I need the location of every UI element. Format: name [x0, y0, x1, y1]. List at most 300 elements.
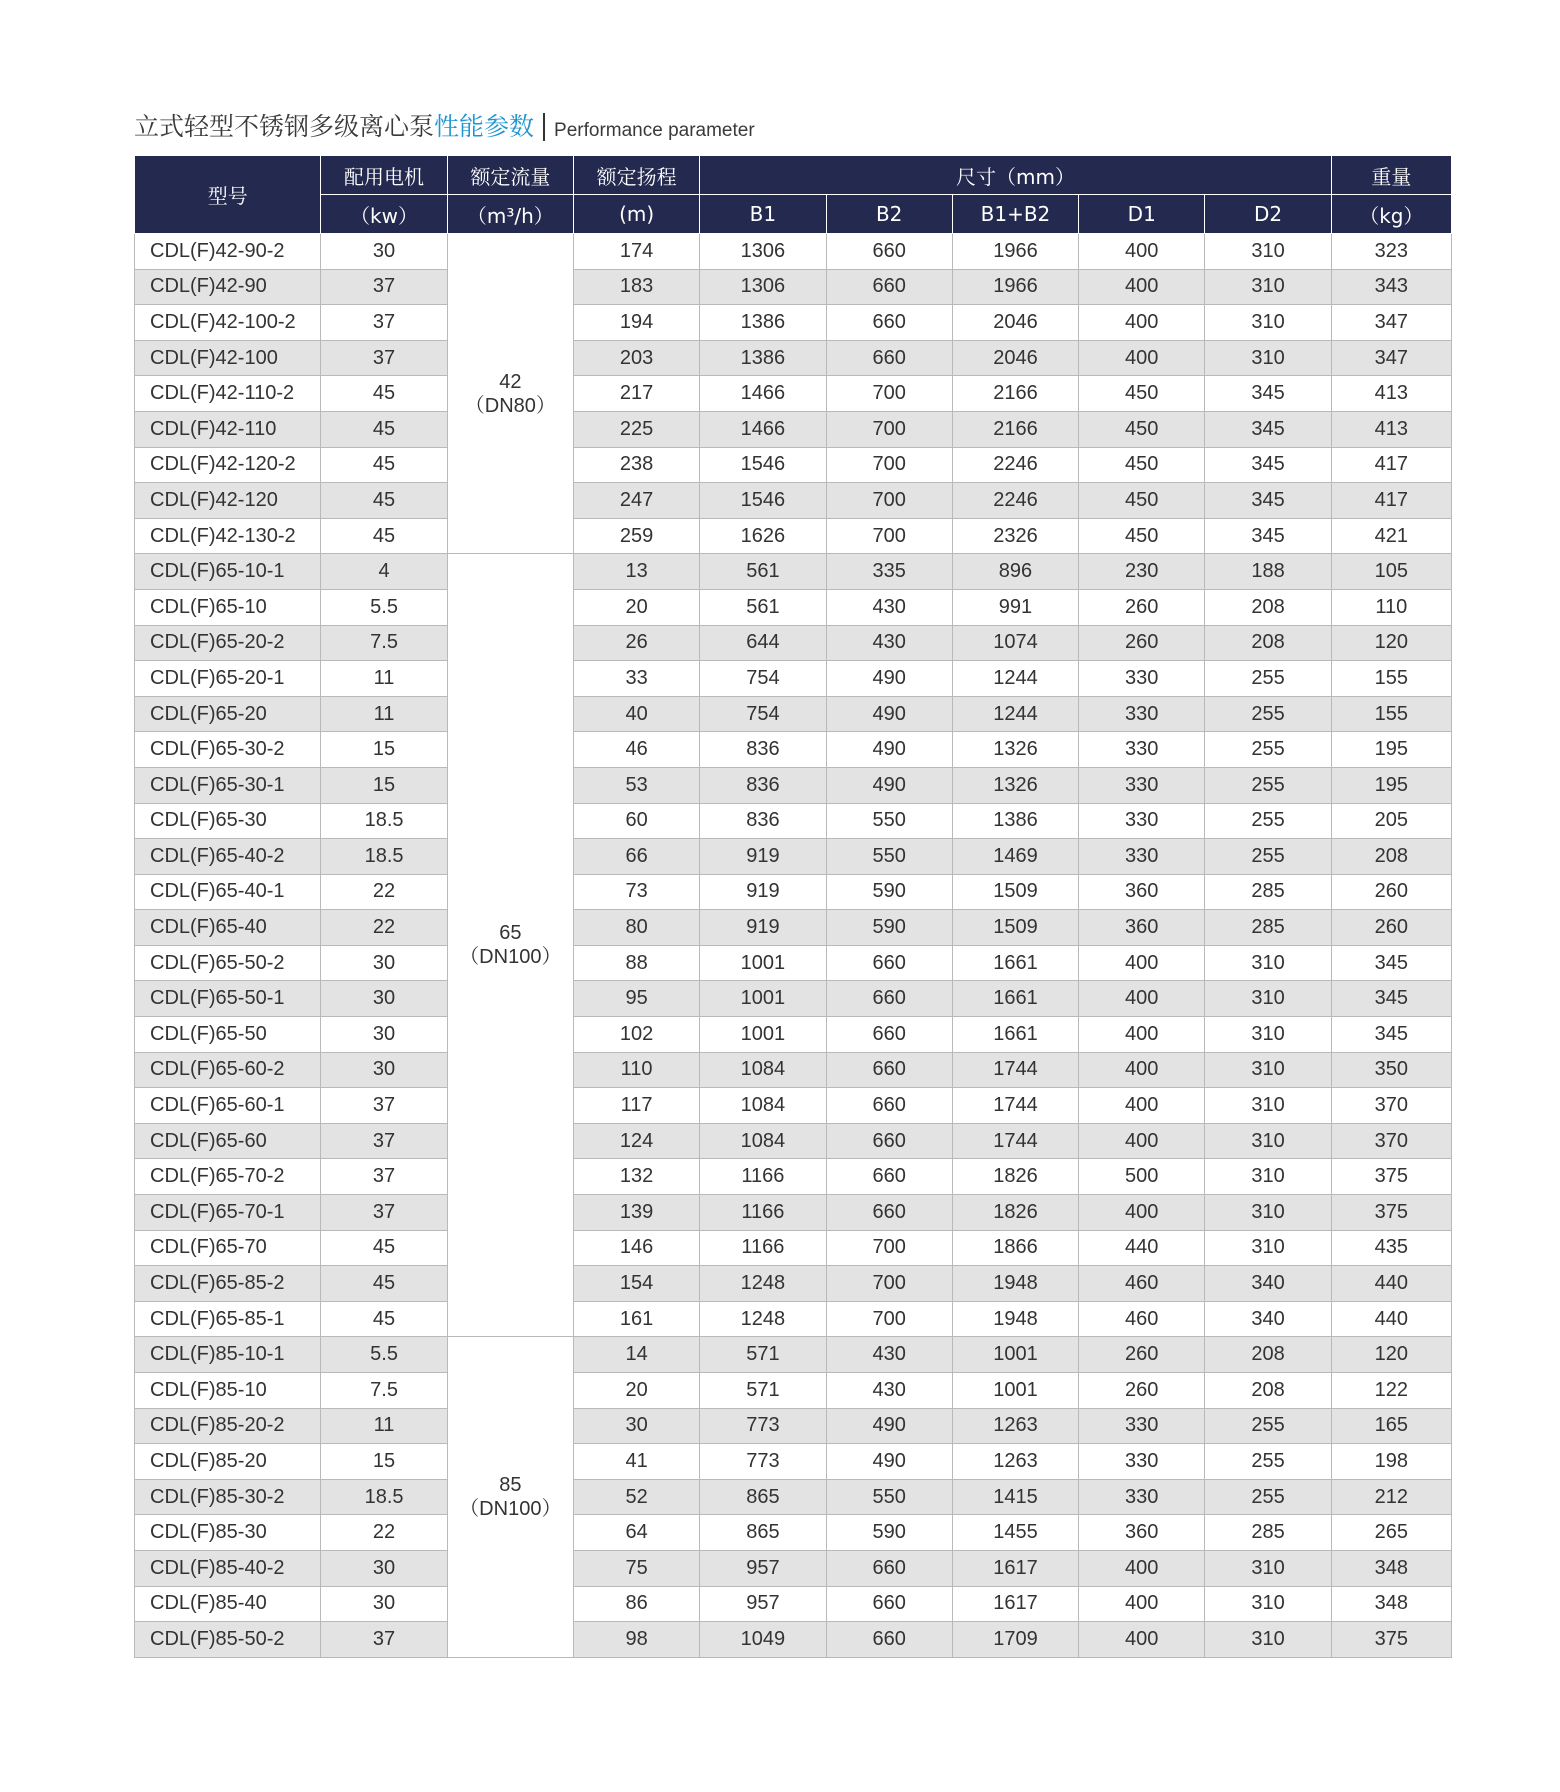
cell-b1: 571	[700, 1373, 826, 1409]
cell-head: 80	[573, 910, 699, 946]
cell-weight: 265	[1331, 1515, 1451, 1551]
cell-b2: 490	[826, 661, 952, 697]
cell-b1: 1386	[700, 305, 826, 341]
cell-model: CDL(F)42-90	[135, 269, 321, 305]
cell-b1b2: 1866	[952, 1230, 1078, 1266]
cell-head: 20	[573, 1373, 699, 1409]
cell-b1b2: 1826	[952, 1159, 1078, 1195]
cell-model: CDL(F)65-30-2	[135, 732, 321, 768]
cell-b1: 957	[700, 1550, 826, 1586]
flow-dn: （DN80）	[464, 394, 556, 417]
cell-d1: 330	[1079, 1444, 1205, 1480]
cell-head: 40	[573, 696, 699, 732]
cell-b1: 957	[700, 1586, 826, 1622]
cell-b2: 700	[826, 1301, 952, 1337]
cell-b1b2: 1617	[952, 1550, 1078, 1586]
header-model: 型号	[135, 156, 321, 234]
table-header	[135, 156, 1452, 234]
cell-b2: 700	[826, 518, 952, 554]
cell-model: CDL(F)65-40-2	[135, 839, 321, 875]
cell-head: 41	[573, 1444, 699, 1480]
cell-d2: 310	[1205, 1622, 1331, 1658]
cell-model: CDL(F)65-60-1	[135, 1088, 321, 1124]
cell-b1: 1306	[700, 269, 826, 305]
cell-motor: 30	[321, 981, 447, 1017]
cell-motor: 18.5	[321, 803, 447, 839]
cell-d2: 255	[1205, 661, 1331, 697]
table-row	[135, 1088, 1452, 1124]
table-row	[135, 1017, 1452, 1053]
cell-d1: 460	[1079, 1266, 1205, 1302]
cell-b1: 1546	[700, 483, 826, 519]
cell-b1: 1306	[700, 234, 826, 270]
cell-motor: 7.5	[321, 625, 447, 661]
cell-motor: 22	[321, 874, 447, 910]
cell-motor: 7.5	[321, 1373, 447, 1409]
cell-b2: 550	[826, 803, 952, 839]
table-row	[135, 732, 1452, 768]
cell-head: 161	[573, 1301, 699, 1337]
cell-head: 13	[573, 554, 699, 590]
cell-head: 203	[573, 340, 699, 376]
cell-motor: 45	[321, 1230, 447, 1266]
cell-d1: 400	[1079, 305, 1205, 341]
cell-model: CDL(F)65-40-1	[135, 874, 321, 910]
cell-d1: 460	[1079, 1301, 1205, 1337]
cell-b1: 773	[700, 1408, 826, 1444]
cell-model: CDL(F)65-60-2	[135, 1052, 321, 1088]
cell-weight: 413	[1331, 411, 1451, 447]
cell-model: CDL(F)65-30-1	[135, 767, 321, 803]
table-row	[135, 696, 1452, 732]
cell-b1: 1466	[700, 376, 826, 412]
header-flow: 额定流量	[447, 156, 573, 195]
cell-d1: 400	[1079, 340, 1205, 376]
cell-head: 14	[573, 1337, 699, 1373]
cell-b1b2: 1509	[952, 874, 1078, 910]
cell-d1: 400	[1079, 269, 1205, 305]
cell-weight: 417	[1331, 483, 1451, 519]
table-row	[135, 589, 1452, 625]
cell-b1: 1166	[700, 1230, 826, 1266]
cell-b2: 490	[826, 767, 952, 803]
cell-model: CDL(F)42-130-2	[135, 518, 321, 554]
cell-model: CDL(F)42-110	[135, 411, 321, 447]
cell-head: 75	[573, 1550, 699, 1586]
cell-d1: 400	[1079, 1017, 1205, 1053]
cell-b1b2: 1966	[952, 234, 1078, 270]
cell-b1b2: 1744	[952, 1123, 1078, 1159]
cell-motor: 37	[321, 305, 447, 341]
table-row	[135, 1373, 1452, 1409]
cell-model: CDL(F)85-40-2	[135, 1550, 321, 1586]
cell-b2: 660	[826, 1195, 952, 1231]
cell-motor: 45	[321, 1266, 447, 1302]
cell-weight: 120	[1331, 1337, 1451, 1373]
table-row	[135, 1123, 1452, 1159]
table-row	[135, 554, 1452, 590]
cell-d1: 500	[1079, 1159, 1205, 1195]
cell-motor: 5.5	[321, 1337, 447, 1373]
cell-model: CDL(F)85-50-2	[135, 1622, 321, 1658]
cell-b2: 660	[826, 1159, 952, 1195]
cell-d2: 208	[1205, 1373, 1331, 1409]
cell-head: 30	[573, 1408, 699, 1444]
cell-motor: 45	[321, 376, 447, 412]
cell-b1: 754	[700, 696, 826, 732]
cell-d1: 400	[1079, 234, 1205, 270]
cell-d1: 360	[1079, 874, 1205, 910]
cell-d1: 260	[1079, 625, 1205, 661]
cell-d2: 310	[1205, 1123, 1331, 1159]
cell-d2: 255	[1205, 803, 1331, 839]
cell-b1: 836	[700, 732, 826, 768]
header-weight-unit: （kg）	[1331, 195, 1451, 234]
flow-value: 85	[499, 1474, 522, 1497]
table-row	[135, 1408, 1452, 1444]
cell-model: CDL(F)85-30-2	[135, 1479, 321, 1515]
cell-d2: 208	[1205, 589, 1331, 625]
table-row	[135, 518, 1452, 554]
header-d1: D1	[1079, 195, 1205, 234]
cell-b1: 1248	[700, 1266, 826, 1302]
cell-b1: 865	[700, 1515, 826, 1551]
cell-b1b2: 1244	[952, 661, 1078, 697]
table-row	[135, 1052, 1452, 1088]
cell-d2: 310	[1205, 1550, 1331, 1586]
cell-b1: 561	[700, 554, 826, 590]
cell-motor: 11	[321, 696, 447, 732]
cell-d1: 330	[1079, 696, 1205, 732]
cell-b1: 1466	[700, 411, 826, 447]
cell-b1: 561	[700, 589, 826, 625]
cell-model: CDL(F)42-120	[135, 483, 321, 519]
table-row	[135, 1159, 1452, 1195]
cell-d2: 310	[1205, 945, 1331, 981]
cell-head: 110	[573, 1052, 699, 1088]
header-b1b2: B1+B2	[952, 195, 1078, 234]
cell-motor: 18.5	[321, 1479, 447, 1515]
cell-d2: 310	[1205, 340, 1331, 376]
cell-weight: 110	[1331, 589, 1451, 625]
cell-b2: 660	[826, 1586, 952, 1622]
table-row	[135, 305, 1452, 341]
cell-d1: 360	[1079, 1515, 1205, 1551]
cell-b2: 590	[826, 874, 952, 910]
cell-d2: 310	[1205, 1017, 1331, 1053]
cell-b1b2: 1509	[952, 910, 1078, 946]
cell-model: CDL(F)85-10-1	[135, 1337, 321, 1373]
cell-head: 53	[573, 767, 699, 803]
cell-d1: 260	[1079, 589, 1205, 625]
table-row	[135, 483, 1452, 519]
cell-motor: 45	[321, 411, 447, 447]
table-row	[135, 1301, 1452, 1337]
cell-head: 225	[573, 411, 699, 447]
table-row	[135, 803, 1452, 839]
cell-model: CDL(F)65-50	[135, 1017, 321, 1053]
cell-b1: 773	[700, 1444, 826, 1480]
cell-motor: 45	[321, 518, 447, 554]
cell-model: CDL(F)65-70	[135, 1230, 321, 1266]
cell-d2: 255	[1205, 1444, 1331, 1480]
table-row	[135, 376, 1452, 412]
cell-d1: 230	[1079, 554, 1205, 590]
cell-weight: 421	[1331, 518, 1451, 554]
cell-d2: 285	[1205, 910, 1331, 946]
cell-weight: 105	[1331, 554, 1451, 590]
cell-d1: 400	[1079, 1586, 1205, 1622]
cell-motor: 22	[321, 910, 447, 946]
cell-model: CDL(F)85-10	[135, 1373, 321, 1409]
table-body	[135, 234, 1452, 1658]
cell-head: 33	[573, 661, 699, 697]
cell-b1b2: 1244	[952, 696, 1078, 732]
cell-d2: 285	[1205, 874, 1331, 910]
cell-weight: 345	[1331, 945, 1451, 981]
cell-motor: 4	[321, 554, 447, 590]
flow-value: 65	[499, 922, 522, 945]
cell-weight: 120	[1331, 625, 1451, 661]
cell-b1: 1001	[700, 945, 826, 981]
cell-d1: 330	[1079, 1408, 1205, 1444]
cell-head: 46	[573, 732, 699, 768]
cell-model: CDL(F)65-10-1	[135, 554, 321, 590]
cell-motor: 37	[321, 1123, 447, 1159]
cell-motor: 22	[321, 1515, 447, 1551]
cell-model: CDL(F)65-60	[135, 1123, 321, 1159]
cell-motor: 5.5	[321, 589, 447, 625]
cell-b1: 919	[700, 874, 826, 910]
cell-motor: 30	[321, 1586, 447, 1622]
cell-d2: 310	[1205, 1586, 1331, 1622]
cell-b2: 660	[826, 1622, 952, 1658]
cell-d1: 400	[1079, 945, 1205, 981]
cell-b1: 571	[700, 1337, 826, 1373]
cell-model: CDL(F)65-20-1	[135, 661, 321, 697]
cell-b1b2: 1001	[952, 1337, 1078, 1373]
table-row	[135, 411, 1452, 447]
cell-model: CDL(F)42-120-2	[135, 447, 321, 483]
cell-weight: 195	[1331, 767, 1451, 803]
cell-weight: 165	[1331, 1408, 1451, 1444]
cell-weight: 347	[1331, 305, 1451, 341]
cell-weight: 198	[1331, 1444, 1451, 1480]
cell-b1b2: 1966	[952, 269, 1078, 305]
cell-head: 259	[573, 518, 699, 554]
cell-b1: 919	[700, 910, 826, 946]
cell-b1b2: 1948	[952, 1266, 1078, 1302]
cell-weight: 413	[1331, 376, 1451, 412]
cell-motor: 37	[321, 1622, 447, 1658]
table-row	[135, 340, 1452, 376]
table-row	[135, 269, 1452, 305]
cell-model: CDL(F)65-50-2	[135, 945, 321, 981]
table-row	[135, 447, 1452, 483]
table-row	[135, 1515, 1452, 1551]
cell-b2: 700	[826, 411, 952, 447]
cell-motor: 45	[321, 447, 447, 483]
cell-d2: 310	[1205, 1052, 1331, 1088]
cell-weight: 208	[1331, 839, 1451, 875]
cell-weight: 212	[1331, 1479, 1451, 1515]
cell-head: 102	[573, 1017, 699, 1053]
cell-d1: 330	[1079, 661, 1205, 697]
cell-motor: 18.5	[321, 839, 447, 875]
cell-d1: 450	[1079, 411, 1205, 447]
cell-b2: 700	[826, 376, 952, 412]
cell-d2: 255	[1205, 1408, 1331, 1444]
title-english: Performance parameter	[554, 120, 755, 141]
cell-b2: 660	[826, 305, 952, 341]
cell-model: CDL(F)85-40	[135, 1586, 321, 1622]
cell-b1: 1001	[700, 981, 826, 1017]
cell-model: CDL(F)65-70-1	[135, 1195, 321, 1231]
cell-d2: 310	[1205, 1230, 1331, 1266]
cell-b2: 660	[826, 981, 952, 1017]
performance-table	[134, 155, 1452, 1658]
cell-b2: 700	[826, 483, 952, 519]
cell-b1: 1001	[700, 1017, 826, 1053]
cell-weight: 155	[1331, 696, 1451, 732]
cell-head: 139	[573, 1195, 699, 1231]
cell-b2: 550	[826, 1479, 952, 1515]
cell-model: CDL(F)65-20	[135, 696, 321, 732]
table-row	[135, 839, 1452, 875]
cell-model: CDL(F)65-20-2	[135, 625, 321, 661]
cell-b1: 754	[700, 661, 826, 697]
cell-d1: 360	[1079, 910, 1205, 946]
cell-b1b2: 1661	[952, 945, 1078, 981]
table-row	[135, 1586, 1452, 1622]
title-highlight: 性能参数	[434, 112, 535, 141]
cell-b2: 490	[826, 1444, 952, 1480]
table-row	[135, 1195, 1452, 1231]
cell-head: 174	[573, 234, 699, 270]
cell-d2: 310	[1205, 269, 1331, 305]
cell-d2: 255	[1205, 767, 1331, 803]
cell-head: 98	[573, 1622, 699, 1658]
cell-b1b2: 1709	[952, 1622, 1078, 1658]
cell-b2: 490	[826, 732, 952, 768]
cell-head: 117	[573, 1088, 699, 1124]
cell-b1b2: 1001	[952, 1373, 1078, 1409]
cell-motor: 30	[321, 945, 447, 981]
cell-b1b2: 1661	[952, 981, 1078, 1017]
table-row	[135, 625, 1452, 661]
cell-d2: 310	[1205, 305, 1331, 341]
cell-weight: 205	[1331, 803, 1451, 839]
cell-flow	[447, 234, 573, 554]
cell-d2: 255	[1205, 696, 1331, 732]
cell-weight: 260	[1331, 874, 1451, 910]
cell-motor: 37	[321, 1159, 447, 1195]
cell-b1: 1386	[700, 340, 826, 376]
cell-weight: 350	[1331, 1052, 1451, 1088]
cell-b1: 1546	[700, 447, 826, 483]
cell-model: CDL(F)65-85-1	[135, 1301, 321, 1337]
cell-motor: 15	[321, 1444, 447, 1480]
cell-b1: 1049	[700, 1622, 826, 1658]
cell-head: 124	[573, 1123, 699, 1159]
cell-b1: 1248	[700, 1301, 826, 1337]
cell-b2: 660	[826, 1123, 952, 1159]
cell-model: CDL(F)65-50-1	[135, 981, 321, 1017]
cell-d2: 345	[1205, 518, 1331, 554]
cell-b1: 919	[700, 839, 826, 875]
cell-d1: 260	[1079, 1337, 1205, 1373]
cell-head: 238	[573, 447, 699, 483]
cell-b1b2: 1455	[952, 1515, 1078, 1551]
cell-d2: 255	[1205, 1479, 1331, 1515]
cell-motor: 30	[321, 1052, 447, 1088]
header-flow-unit: （m³/h）	[447, 195, 573, 234]
cell-b1: 1166	[700, 1159, 826, 1195]
cell-d2: 345	[1205, 411, 1331, 447]
cell-weight: 375	[1331, 1159, 1451, 1195]
title-main: 立式轻型不锈钢多级离心泵	[134, 112, 435, 141]
cell-d1: 400	[1079, 981, 1205, 1017]
cell-b1b2: 2166	[952, 376, 1078, 412]
cell-d1: 330	[1079, 839, 1205, 875]
header-b1: B1	[700, 195, 826, 234]
cell-model: CDL(F)85-20-2	[135, 1408, 321, 1444]
header-motor-unit: （kw）	[321, 195, 447, 234]
cell-d2: 208	[1205, 625, 1331, 661]
cell-head: 88	[573, 945, 699, 981]
cell-model: CDL(F)42-90-2	[135, 234, 321, 270]
header-b2: B2	[826, 195, 952, 234]
cell-b2: 660	[826, 1088, 952, 1124]
cell-b2: 335	[826, 554, 952, 590]
flow-dn: （DN100）	[459, 1498, 562, 1521]
cell-b1b2: 2246	[952, 447, 1078, 483]
cell-d2: 255	[1205, 839, 1331, 875]
cell-head: 64	[573, 1515, 699, 1551]
cell-d1: 400	[1079, 1052, 1205, 1088]
cell-d1: 440	[1079, 1230, 1205, 1266]
cell-b1b2: 1326	[952, 767, 1078, 803]
cell-motor: 15	[321, 767, 447, 803]
cell-head: 194	[573, 305, 699, 341]
cell-b1b2: 2166	[952, 411, 1078, 447]
cell-model: CDL(F)65-70-2	[135, 1159, 321, 1195]
cell-weight: 345	[1331, 1017, 1451, 1053]
cell-motor: 45	[321, 483, 447, 519]
cell-d2: 345	[1205, 483, 1331, 519]
cell-d2: 310	[1205, 1159, 1331, 1195]
cell-weight: 440	[1331, 1301, 1451, 1337]
cell-model: CDL(F)42-100	[135, 340, 321, 376]
table-row	[135, 1550, 1452, 1586]
cell-weight: 323	[1331, 234, 1451, 270]
cell-b2: 490	[826, 696, 952, 732]
cell-b2: 590	[826, 910, 952, 946]
cell-b2: 660	[826, 269, 952, 305]
cell-weight: 260	[1331, 910, 1451, 946]
cell-b1b2: 1415	[952, 1479, 1078, 1515]
cell-b1b2: 1661	[952, 1017, 1078, 1053]
cell-d2: 345	[1205, 376, 1331, 412]
table-row	[135, 910, 1452, 946]
flow-value: 42	[499, 370, 522, 393]
cell-b2: 430	[826, 625, 952, 661]
cell-b1: 1084	[700, 1088, 826, 1124]
cell-d2: 310	[1205, 1088, 1331, 1124]
table-row	[135, 767, 1452, 803]
table-row	[135, 874, 1452, 910]
cell-b1: 1084	[700, 1052, 826, 1088]
